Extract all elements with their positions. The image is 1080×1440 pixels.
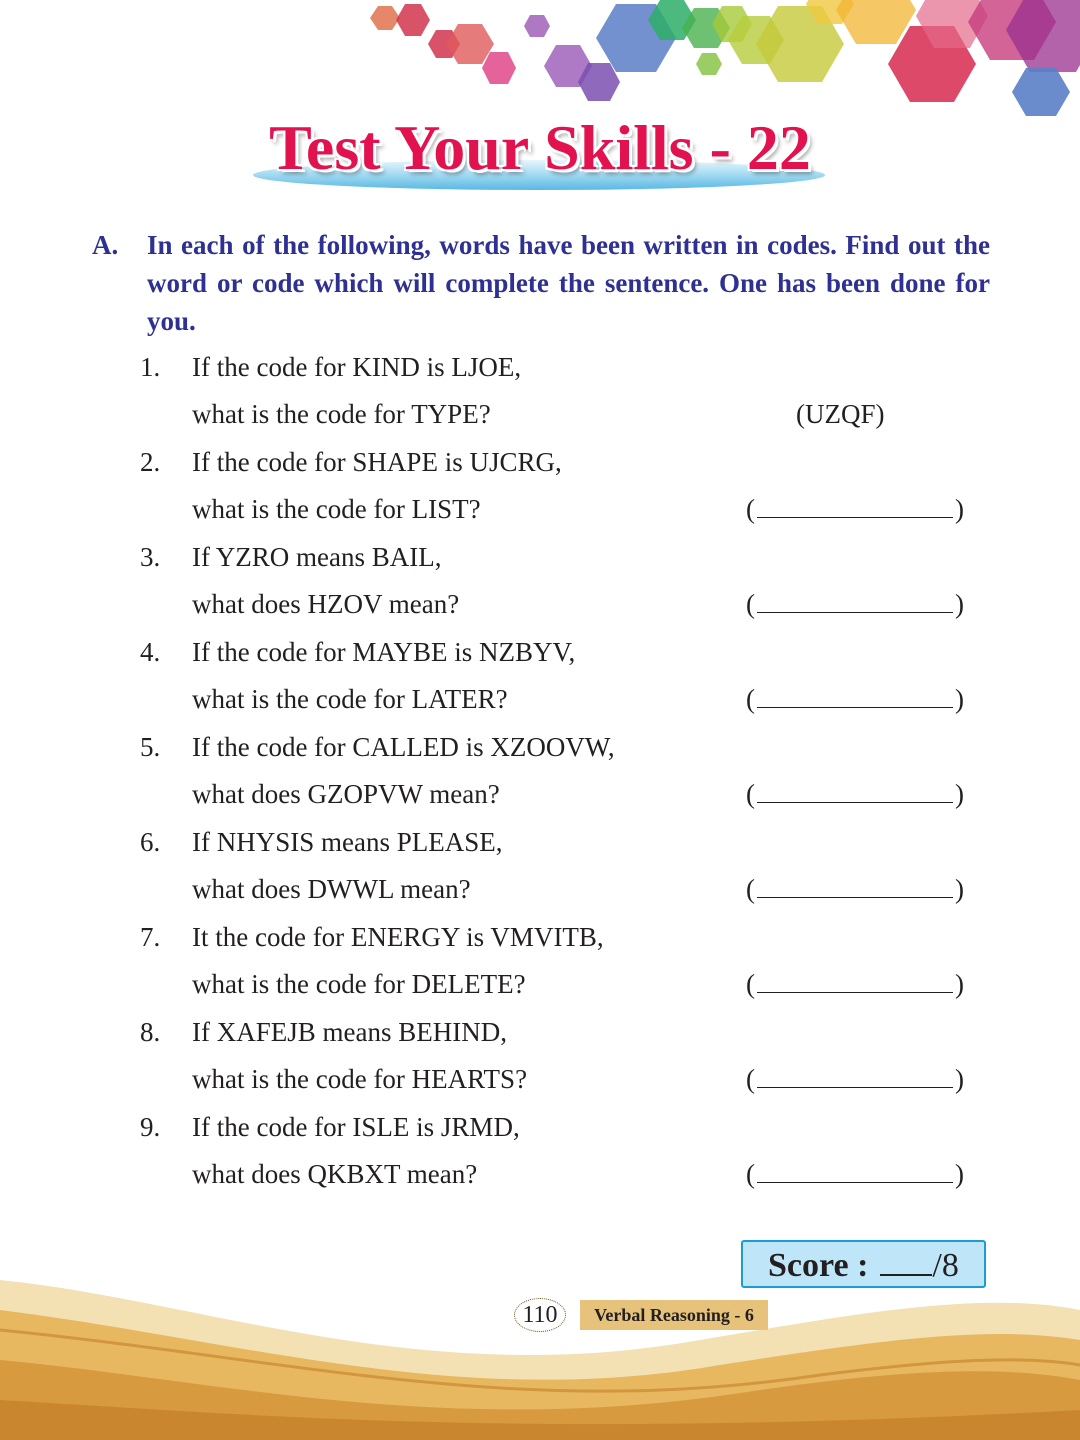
answer-open-paren: ( [746,779,755,809]
question-line-1: It the code for ENERGY is VMVITB, [192,922,604,952]
section-letter: A. [92,230,119,260]
score-label: Score : [768,1247,869,1284]
question-number: 2. [140,447,161,477]
decorative-hexagons [0,0,1080,130]
score-box [741,1240,986,1288]
answer-line[interactable] [757,491,953,518]
answer-close-paren: ) [955,684,964,714]
answer-close-paren: ) [955,779,964,809]
answer-open-paren: ( [746,684,755,714]
answer-line[interactable] [757,966,953,993]
question-item [0,443,1080,533]
section-a [92,226,990,340]
answer-open-paren: ( [746,494,755,524]
question-line-2: what is the code for TYPE? [192,399,491,429]
question-item [0,823,1080,913]
answer-line[interactable] [757,871,953,898]
question-line-2: what is the code for DELETE? [192,969,526,999]
question-line-2: what is the code for HEARTS? [192,1064,528,1094]
question-line-1: If NHYSIS means PLEASE, [192,827,503,857]
answer-open-paren: ( [746,969,755,999]
answer-open-paren: ( [746,1064,755,1094]
question-line-1: If the code for MAYBE is NZBYV, [192,637,576,667]
question-line-2: what does HZOV mean? [192,589,460,619]
question-number: 5. [140,732,161,762]
question-line-1: If the code for SHAPE is UJCRG, [192,447,562,477]
page-number: 110 [514,1298,566,1332]
question-line-2: what does DWWL mean? [192,874,471,904]
question-line-2: what does QKBXT mean? [192,1159,478,1189]
answer-close-paren: ) [955,969,964,999]
book-title-tag: Verbal Reasoning - 6 [580,1300,768,1330]
title-banner [0,112,1080,202]
question-line-1: If the code for KIND is LJOE, [192,352,522,382]
question-line-1: If the code for ISLE is JRMD, [192,1112,520,1142]
answer-blank[interactable] [746,585,964,623]
question-item [0,1108,1080,1198]
question-line-2: what is the code for LATER? [192,684,508,714]
question-line-1: If the code for CALLED is XZOOVW, [192,732,615,762]
answer-close-paren: ) [955,1064,964,1094]
question-item [0,633,1080,723]
answer-blank[interactable] [746,870,964,908]
answer-blank[interactable] [746,490,964,528]
answer-line[interactable] [757,681,953,708]
answer-close-paren: ) [955,589,964,619]
question-item [0,728,1080,818]
section-instruction: In each of the following, words have been written in codes. Find out the word or code which will complete the sentence. One has been done for you. [147,230,990,336]
answer-line[interactable] [757,586,953,613]
answer-line[interactable] [757,776,953,803]
question-item [0,1013,1080,1103]
question-line-2: what does GZOPVW mean? [192,779,500,809]
question-number: 3. [140,542,161,572]
question-item [0,348,1080,438]
answer-close-paren: ) [955,494,964,524]
question-number: 6. [140,827,161,857]
answer-blank[interactable] [746,1155,964,1193]
answer-blank[interactable] [746,680,964,718]
question-number: 9. [140,1112,161,1142]
answer-blank[interactable] [746,965,964,1003]
answer-blank[interactable] [746,1060,964,1098]
question-item [0,918,1080,1008]
question-number: 1. [140,352,161,382]
question-item [0,538,1080,628]
question-line-2: what is the code for LIST? [192,494,481,524]
question-number: 7. [140,922,161,952]
page-title: Test Your Skills - 22 [269,112,811,183]
question-number: 4. [140,637,161,667]
score-total: /8 [932,1247,959,1284]
question-line-1: If XAFEJB means BEHIND, [192,1017,507,1047]
answer-line[interactable] [757,1156,953,1183]
answer-open-paren: ( [746,1159,755,1189]
score-blank[interactable] [880,1246,932,1276]
answer-open-paren: ( [746,589,755,619]
answer-line[interactable] [757,1061,953,1088]
decorative-waves [0,1270,1080,1440]
question-line-1: If YZRO means BAIL, [192,542,442,572]
answer-blank[interactable] [746,775,964,813]
answer-close-paren: ) [955,874,964,904]
answer-close-paren: ) [955,1159,964,1189]
answer-open-paren: ( [746,874,755,904]
example-answer: (UZQF) [796,399,885,429]
question-number: 8. [140,1017,161,1047]
